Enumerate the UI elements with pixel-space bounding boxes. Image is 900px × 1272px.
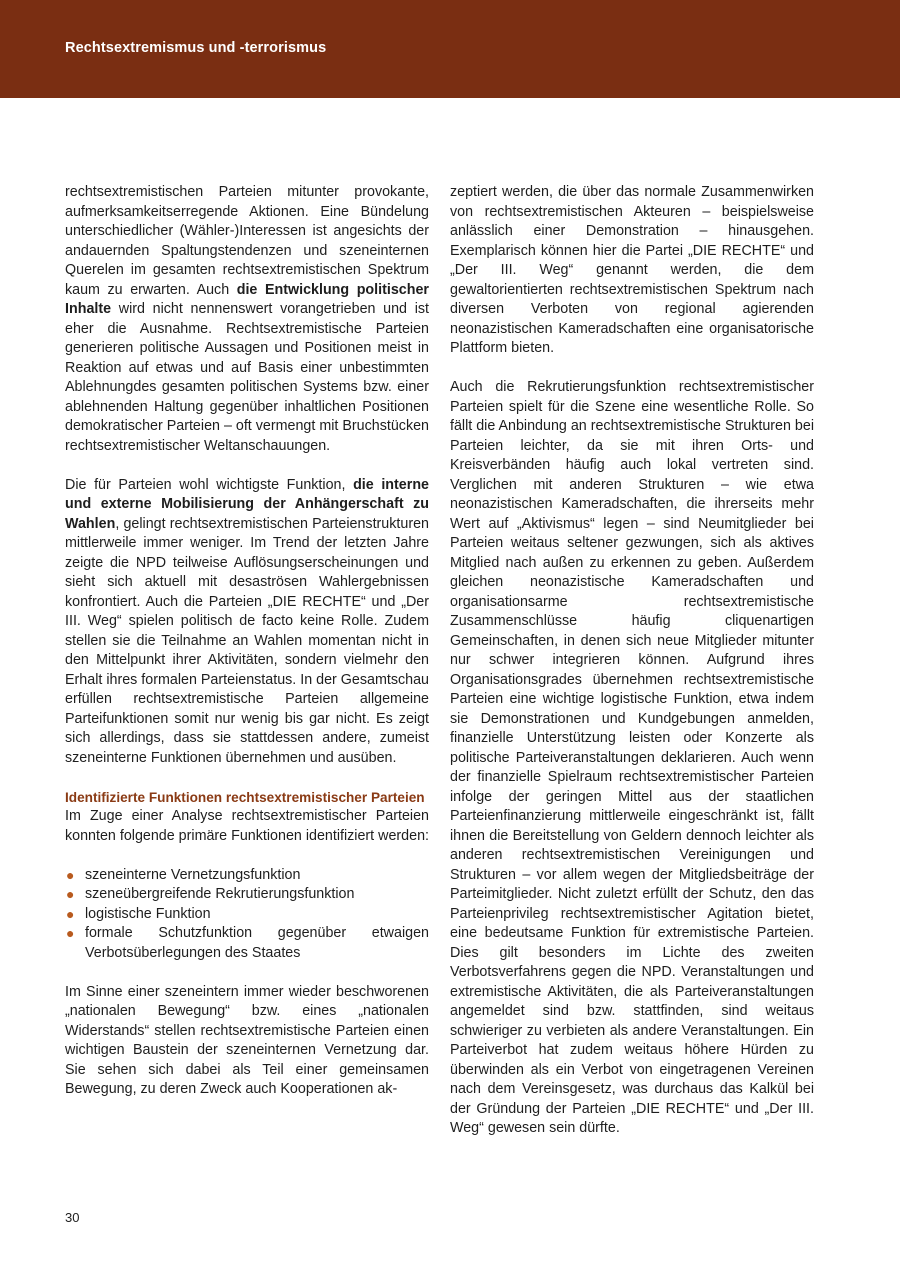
list-item [65,866,429,886]
list-item [65,885,429,905]
paragraph-text: Die für Parteien wohl wichtigste Funktion, [65,476,354,493]
left-column [65,183,429,1119]
bold-text: die Entwicklung politischer Inhalte [65,281,429,317]
list-item [65,905,429,925]
paragraph-text: wird nicht nennenswert vorangetrieben und ist eher die Ausnahme. Rechtsextremistische Parteien generieren politische Aussagen und Positionen meist in Reaktion auf etwas und auf Basis einer unbestimmten Ablehnungdes gesamten politischen Systems bzw. einer ablehnenden Haltung gegenüber inhaltlichen Positionen demokratischer Parteien – oft vermengt mit Bruchstücken rechtsextremistischer Weltanschauungen. [65,301,429,454]
list-item-text: formale Schutzfunktion gegenüber etwaigen Verbotsüberlegungen des Staates [85,925,429,961]
bold-text: die interne und externe Mobilisierung der Anhängerschaft zu Wahlen [65,476,429,532]
list-item-text: logistische Funktion [85,905,211,922]
bullet-icon: ● [66,886,75,902]
paragraph: Im Zuge einer Analyse rechtsextremistischer Parteien konnten folgende primäre Funktionen identifiziert werden: [65,808,429,844]
bullet-list [65,866,429,964]
bullet-icon: ● [66,905,75,922]
page-header [0,0,900,98]
right-column [450,183,814,1158]
list-item [65,924,429,963]
paragraph [65,476,429,769]
section-subheading: Identifizierte Funktionen rechtsextremistischer Parteien [65,789,425,805]
header-title: Rechtsextremismus und -terrorismus [65,40,327,56]
paragraph-text: rechtsextremistischen Parteien mitunter provokante, aufmerksamkeitserregende Aktionen. Eine Bündelung unterschiedlicher (Wähler-)Interessen ist angesichts der andauernden Spaltungstendenzen und szeneinternen Querelen im gesamten rechtsextremistischen Spektrum kaum zu erwarten. Auch [65,184,429,298]
paragraph: Auch die Rekrutierungsfunktion rechtsextremistischer Parteien spielt für die Szene eine wesentliche Rolle. So fällt die Anbindung an rechtsextremistische Strukturen bei Parteien leichter, da sie mit ihren Orts- und Kreisverbänden häufig auch lokal vertreten sind. Verglichen mit anderen Strukturen – wie etwa neonazistischen Kameradschaften, die ihrerseits mehr Wert auf „Aktivismus“ legen – sind Neumitglieder bei Parteien weitaus seltener gezwungen, sich als aktives Mitglied nach außen zu erkennen zu geben. Außerdem gleichen neonazistische Kameradschaften und organisationsarme rechtsextremistische Zusammenschlüsse häufig cliquenartigen Gemeinschaften, in denen sich neue Mitglieder mitunter nur schwer integrieren können. Aufgrund ihres Organisationsgrades übernehmen rechtsextremistische Parteien eine wichtige logistische Funktion, etwa indem sie Demonstrationen und Kundgebungen anmelden, finanzielle Unterstützung leisten oder Konzerte als politische Parteiveranstaltungen deklarieren. Auch wenn der finanzielle Spielraum rechtsextremistischer Parteien infolge der geringen Mittel aus der staatlichen Parteienfinanzierung mittlerweile eingeschränkt ist, fällt ihnen die Bereitstellung von Geldern dennoch leichter als anderen rechtsextremistischen Vereinigungen und Strukturen – vor allem wegen der Mitgliedsbeiträge der Parteimitglieder. Nicht zuletzt erfüllt der Schutz, den das Parteienprivileg rechtsextremistischer Agitation bietet, eine bedeutsame Funktion für extremistische Parteien. Dies gilt besonders im Lichte des zweiten Verbotsverfahrens gegen die NPD. Veranstaltungen und extremistische Aktivitäten, die als Parteiveranstaltungen angemeldet sind bzw. stattfinden, sind weitaus schwieriger zu verbieten als andere Veranstaltungen. Ein Parteiverbot hat zudem weitaus höhere Hürden zu überwinden als ein Verbot von eingetragenen Vereinen nach dem Vereinsgesetz, was durchaus das Kalkül bei der Gründung der Parteien „DIE RECHTE“ und „Der III. Weg“ gewesen sein dürfte. [450,379,814,1136]
list-item-text: szeneübergreifende Rekrutierungsfunktion [85,886,355,902]
paragraph: Im Sinne einer szeneintern immer wieder beschworenen „nationalen Bewegung“ bzw. eines „nationalen Widerstands“ stellen rechtsextremistische Parteien einen wichtigen Baustein der szeneinternen Vernetzung dar. Sie sehen sich dabei als Teil einer gemeinsamen Bewegung, zu deren Zweck auch Kooperationen ak- [65,983,429,1097]
list-item-text: szeneinterne Vernetzungsfunktion [85,866,301,883]
paragraph [65,183,429,456]
page-number: 30 [65,1210,80,1225]
bullet-icon: ● [66,866,75,883]
paragraph-text: , gelingt rechtsextremistischen Parteienstrukturen mittlerweile immer weniger. Im Trend der letzten Jahre zeigte die NPD teilweise Auflösungserscheinungen und sieht sich aktuell mit desaströsen Wahlergebnissen konfrontiert. Auch die Parteien „DIE RECHTE“ und „Der III. Weg“ spielen politisch de facto keine Rolle. Zudem stellen sie die Teilnahme an Wahlen momentan nicht in den Mittelpunkt ihrer Aktivitäten, sondern vielmehr den Erhalt ihres formalen Parteienstatus. In der Gesamtschau erfüllen rechtsextremistische Parteien allgemeine Parteifunktionen somit nur wenig bis gar nicht. Es zeigt sich allerdings, dass sie stattdessen andere, zumeist szeneinterne Funktionen übernehmen und ausüben. [65,515,429,766]
bullet-icon: ● [66,925,75,941]
paragraph: zeptiert werden, die über das normale Zusammenwirken von rechtsextremistischen Akteuren – beispielsweise anlässlich einer Demonstration – hinausgehen. Exemplarisch können hier die Partei „DIE RECHTE“ und „Der III. Weg“ genannt werden, die dem gewaltorientierten rechtsextremistischen Spektrum nach diversen Verboten von regional agierenden neonazistischen Kameradschaften eine organisatorische Plattform bieten. [450,184,814,356]
